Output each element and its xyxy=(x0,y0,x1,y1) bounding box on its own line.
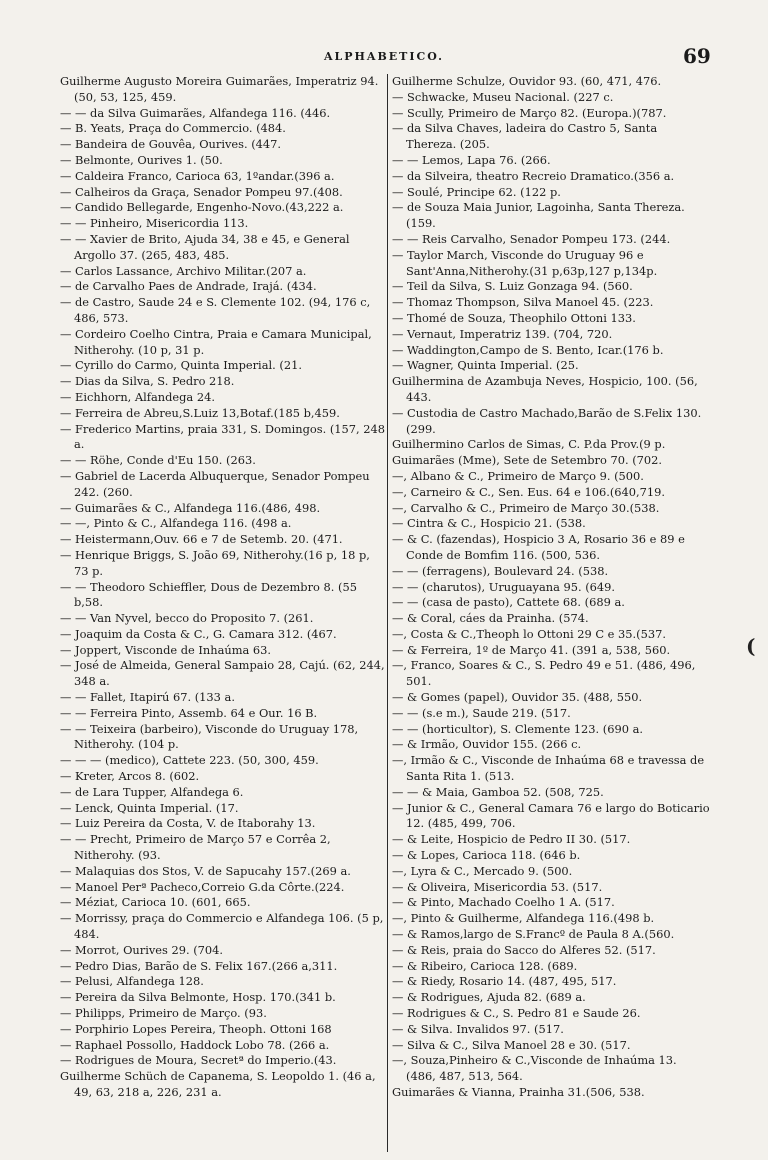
directory-entry: — Philipps, Primeiro de Março. (93. xyxy=(60,1006,267,1021)
directory-entry: — Heistermann,Ouv. 66 e 7 de Setemb. 20. (471. xyxy=(60,532,343,547)
directory-entry: — da Silveira, theatro Recreio Dramatico.(356 a. xyxy=(392,168,675,183)
directory-entry: — & Lopes, Carioca 118. (646 b. xyxy=(392,848,581,863)
directory-entry: — — — (medico), Cattete 223. (50, 300, 459. xyxy=(60,753,319,768)
directory-entry: — Scully, Primeiro de Março 82. (Europa.)(787. xyxy=(392,105,667,120)
directory-entry: — & Ferreira, 1º de Março 41. (391 a, 538, 560. xyxy=(392,642,671,657)
directory-entry: — Morrissy, praça do Commercio e Alfandega 106. (5 p, 484. xyxy=(60,911,384,942)
directory-entry: — & Leite, Hospicio de Pedro II 30. (517. xyxy=(392,832,631,847)
directory-entry: — Cordeiro Coelho Cintra, Praia e Camara Municipal, Nitherohy. (10 p, 31 p. xyxy=(60,326,372,357)
column-divider xyxy=(387,74,388,1152)
directory-entry: —, Irmão & C., Visconde de Inhaúma 68 e travessa de Santa Rita 1. (513. xyxy=(392,753,705,784)
directory-entry: — & Gomes (papel), Ouvidor 35. (488, 550. xyxy=(392,690,643,705)
directory-entry: Guilherme Schüch de Capanema, S. Leopoldo 1. (46 a, 49, 63, 218 a, 226, 231 a. xyxy=(60,1069,376,1099)
directory-entry: — Frederico Martins, praia 331, S. Domingos. (157, 248 a. xyxy=(60,421,385,452)
directory-entry: —, Albano & C., Primeiro de Março 9. (500. xyxy=(392,468,644,483)
directory-entry: — de Castro, Saude 24 e S. Clemente 102. (94, 176 c, 486, 573. xyxy=(60,295,371,325)
directory-entry: —, Pinto & Guilherme, Alfandega 116.(498 b. xyxy=(392,911,655,926)
directory-entry: — Rodrigues de Moura, Secretª do Imperio.(43. xyxy=(60,1053,337,1068)
directory-entry: — Thomé de Souza, Theophilo Ottoni 133. xyxy=(392,310,636,325)
directory-entry: — Joaquim da Costa & C., G. Camara 312. (467. xyxy=(60,626,337,641)
directory-entry: — Carlos Lassance, Archivo Militar.(207 a. xyxy=(60,263,307,278)
directory-entry: — Silva & C., Silva Manoel 28 e 30. (517. xyxy=(392,1037,631,1052)
directory-entry: — Soulé, Principe 62. (122 p. xyxy=(392,184,561,199)
directory-entry: — Dias da Silva, S. Pedro 218. xyxy=(60,374,235,389)
directory-entry: — & Reis, praia do Sacco do Alferes 52. (517. xyxy=(392,942,656,957)
directory-entry: — de Souza Maia Junior, Lagoinha, Santa Thereza. (159. xyxy=(392,200,685,231)
directory-entry: — & Pinto, Machado Coelho 1 A. (517. xyxy=(392,895,615,910)
directory-entry: — — (ferragens), Boulevard 24. (538. xyxy=(392,563,609,578)
directory-entry: — José de Almeida, General Sampaio 28, Cajú. (62, 244, 348 a. xyxy=(60,658,385,689)
directory-entry: — Gabriel de Lacerda Albuquerque, Senador Pompeu 242. (260. xyxy=(60,468,370,499)
directory-entry: — Pedro Dias, Barão de S. Felix 167.(266 a,311. xyxy=(60,958,338,973)
directory-entry: — & Coral, cáes da Prainha. (574. xyxy=(392,611,589,626)
directory-entry: — Thomaz Thompson, Silva Manoel 45. (223. xyxy=(392,295,654,310)
directory-entry: — — Röhe, Conde d'Eu 150. (263. xyxy=(60,453,256,468)
directory-entry: Guimarães & Vianna, Prainha 31.(506, 538. xyxy=(392,1085,645,1099)
directory-entry: — Guimarães & C., Alfandega 116.(486, 498. xyxy=(60,500,321,515)
directory-entry: — — (horticultor), S. Clemente 123. (690 a. xyxy=(392,721,644,736)
directory-entry: — — Ferreira Pinto, Assemb. 64 e Our. 16 B. xyxy=(60,705,318,720)
directory-entry: — Junior & C., General Camara 76 e largo do Boticario 12. (485, 499, 706. xyxy=(392,800,710,831)
directory-entry: —, Franco, Soares & C., S. Pedro 49 e 51. (486, 496, 501. xyxy=(392,658,696,689)
directory-entry: —, Lyra & C., Mercado 9. (500. xyxy=(392,863,573,878)
directory-entry: — Cyrillo do Carmo, Quinta Imperial. (21. xyxy=(60,358,302,373)
directory-entry: — Candido Bellegarde, Engenho-Novo.(43,222 a. xyxy=(60,200,344,215)
directory-entry: — Porphirio Lopes Pereira, Theoph. Ottoni 168 xyxy=(60,1021,332,1036)
directory-entry: — — Xavier de Brito, Ajuda 34, 38 e 45, e General Argollo 37. (265, 483, 485. xyxy=(60,231,350,262)
right-column xyxy=(392,74,710,1101)
directory-entry: — & Irmão, Ouvidor 155. (266 c. xyxy=(392,737,582,752)
directory-entry: — — (charutos), Uruguayana 95. (649. xyxy=(392,579,616,594)
directory-entry: — Malaquias dos Stos, V. de Sapucahy 157.(269 a. xyxy=(60,863,351,878)
directory-entry: — Méziat, Carioca 10. (601, 665. xyxy=(60,895,251,910)
directory-entry: — — (casa de pasto), Cattete 68. (689 a. xyxy=(392,595,625,610)
directory-entry: — Pelusi, Alfandega 128. xyxy=(60,974,204,989)
directory-entry: — — Theodoro Schieffler, Dous de Dezembro 8. (55 b,58. xyxy=(60,579,357,610)
directory-entry: — — Teixeira (barbeiro), Visconde do Uruguay 178, Nitherohy. (104 p. xyxy=(60,721,359,752)
directory-entry: — Raphael Possollo, Haddock Lobo 78. (266 a. xyxy=(60,1037,330,1052)
directory-entry: — Joppert, Visconde de Inhaúma 63. xyxy=(60,642,272,657)
directory-entry: — & Oliveira, Misericordia 53. (517. xyxy=(392,879,603,894)
directory-entry: Guilhermina de Azambuja Neves, Hospicio, 100. (56, 443. xyxy=(392,374,698,404)
directory-entry: — Calheiros da Graça, Senador Pompeu 97.(408. xyxy=(60,184,343,199)
directory-entry: — da Silva Chaves, ladeira do Castro 5, Santa Thereza. (205. xyxy=(392,121,658,152)
directory-entry: — de Carvalho Paes de Andrade, Irajá. (434. xyxy=(60,279,317,294)
directory-entry: — Pereira da Silva Belmonte, Hosp. 170.(341 b. xyxy=(60,990,336,1005)
running-header: ALPHABETICO. xyxy=(323,50,444,63)
directory-entry: — Vernaut, Imperatriz 139. (704, 720. xyxy=(392,326,613,341)
directory-entry: Guilhermino Carlos de Simas, C. P.da Prov.(9 p. xyxy=(392,437,666,452)
directory-entry: — Lenck, Quinta Imperial. (17. xyxy=(60,800,239,815)
directory-entry: —, Carneiro & C., Sen. Eus. 64 e 106.(640,719. xyxy=(392,484,666,499)
directory-entry: — — Pinheiro, Misericordia 113. xyxy=(60,216,249,231)
directory-entry: — Luiz Pereira da Costa, V. de Itaborahy 13. xyxy=(60,816,316,831)
directory-entry: —, Souza,Pinheiro & C.,Visconde de Inhaúma 13. (486, 487, 513, 564. xyxy=(392,1053,677,1084)
directory-entry: — — (s.e m.), Saude 219. (517. xyxy=(392,705,571,720)
directory-entry: — Henrique Briggs, S. João 69, Nitherohy.(16 p, 18 p, 73 p. xyxy=(60,547,370,578)
directory-entry: — Manoel Perª Pacheco,Correio G.da Côrte.(224. xyxy=(60,879,345,894)
directory-entry: — — da Silva Guimarães, Alfandega 116. (446. xyxy=(60,105,331,120)
directory-entry: —, Carvalho & C., Primeiro de Março 30.(538. xyxy=(392,500,660,515)
directory-entry: — Bandeira de Gouvêa, Ourives. (447. xyxy=(60,137,282,152)
directory-entry: — — & Maia, Gamboa 52. (508, 725. xyxy=(392,784,604,799)
margin-bracket-mark: ( xyxy=(746,634,756,658)
directory-entry: — Cintra & C., Hospicio 21. (538. xyxy=(392,516,586,531)
directory-entry: — & Ribeiro, Carioca 128. (689. xyxy=(392,958,578,973)
directory-entry: —, Costa & C.,Theoph lo Ottoni 29 C e 35.(537. xyxy=(392,626,666,641)
directory-entry: — Custodia de Castro Machado,Barão de S.Felix 130. (299. xyxy=(392,405,702,436)
directory-entry: — Schwacke, Museu Nacional. (227 c. xyxy=(392,89,614,104)
directory-entry: — — Lemos, Lapa 76. (266. xyxy=(392,152,551,167)
directory-entry: — B. Yeats, Praça do Commercio. (484. xyxy=(60,121,286,136)
directory-entry: — Morrot, Ourives 29. (704. xyxy=(60,942,224,957)
directory-entry: — Wagner, Quinta Imperial. (25. xyxy=(392,358,579,373)
page-number: 69 xyxy=(683,44,711,68)
directory-entry: — — Fallet, Itapirú 67. (133 a. xyxy=(60,690,235,705)
directory-entry: — Caldeira Franco, Carioca 63, 1ºandar.(396 a. xyxy=(60,168,335,183)
directory-entry: — Eichhorn, Alfandega 24. xyxy=(60,389,215,404)
directory-entry: — —, Pinto & C., Alfandega 116. (498 a. xyxy=(60,516,292,531)
directory-entry: Guilherme Schulze, Ouvidor 93. (60, 471, 476. xyxy=(392,74,662,88)
directory-entry: — Taylor March, Visconde do Uruguay 96 e Sant'Anna,Nitherohy.(31 p,63p,127 p,134p. xyxy=(392,247,658,278)
directory-entry: Guimarães (Mme), Sete de Setembro 70. (702. xyxy=(392,453,663,468)
directory-entry: — Belmonte, Ourives 1. (50. xyxy=(60,152,223,167)
directory-entry: — Waddington,Campo de S. Bento, Icar.(176 b. xyxy=(392,342,664,357)
directory-entry: — Ferreira de Abreu,S.Luiz 13,Botaf.(185 b,459. xyxy=(60,405,340,420)
directory-entry: — & C. (fazendas), Hospicio 3 A, Rosario 36 e 89 e Conde de Bomfim 116. (500, 536. xyxy=(392,532,685,562)
directory-entry: — — Precht, Primeiro de Março 57 e Corrêa 2, Nitherohy. (93. xyxy=(60,832,331,863)
directory-entry: — Kreter, Arcos 8. (602. xyxy=(60,769,200,784)
directory-entry: — Rodrigues & C., S. Pedro 81 e Saude 26. xyxy=(392,1006,641,1021)
directory-entry: — & Ramos,largo de S.Francº de Paula 8 A.(560. xyxy=(392,927,675,942)
left-column xyxy=(60,74,386,1101)
directory-entry: — Teil da Silva, S. Luiz Gonzaga 94. (560. xyxy=(392,279,633,294)
directory-entry: Guilherme Augusto Moreira Guimarães, Imperatriz 94.(50, 53, 125, 459. xyxy=(60,74,379,104)
directory-entry: — & Riedy, Rosario 14. (487, 495, 517. xyxy=(392,974,617,989)
directory-entry: — — Van Nyvel, becco do Proposito 7. (261. xyxy=(60,611,314,626)
directory-entry: — & Silva. Invalidos 97. (517. xyxy=(392,1021,564,1036)
directory-entry: — — Reis Carvalho, Senador Pompeu 173. (244. xyxy=(392,231,671,246)
directory-entry: — & Rodrigues, Ajuda 82. (689 a. xyxy=(392,990,586,1005)
directory-entry: — de Lara Tupper, Alfandega 6. xyxy=(60,784,244,799)
